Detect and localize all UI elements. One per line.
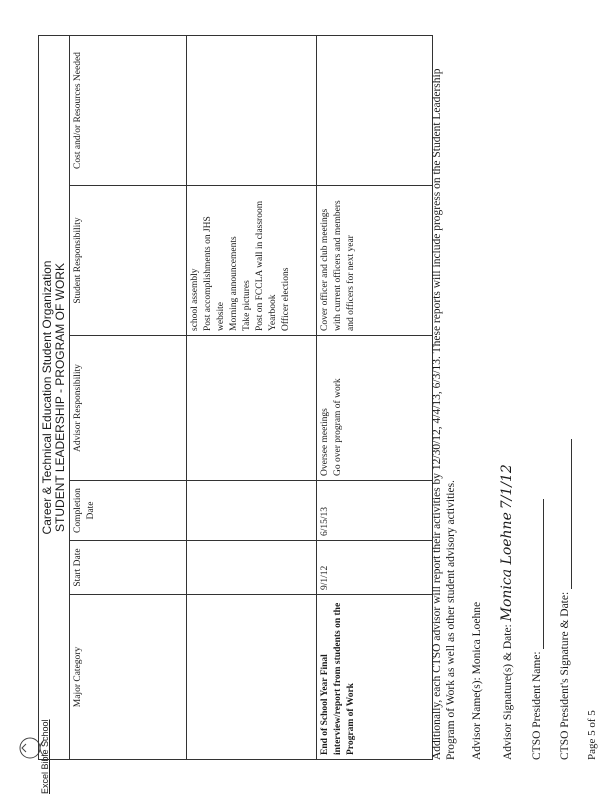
- category-cell: End of School Year Final interview/report from students on the Program of Work: [317, 595, 433, 760]
- start-date-cell: 9/1/12: [317, 541, 433, 595]
- advisor-name-label: Advisor Name(s):: [471, 677, 483, 760]
- advisor-signature-line: [500, 464, 515, 760]
- table-title: [39, 35, 70, 759]
- student-item: school assembly: [190, 268, 200, 331]
- logo-caption: Excel Bible School: [40, 719, 50, 794]
- table-header-row: [70, 35, 187, 759]
- advisor-signature-label: Advisor Signature(s) & Date:: [502, 624, 514, 760]
- advisor-name-value: Monica Loehne: [471, 601, 483, 675]
- page-number: Page 5 of 5: [586, 710, 598, 760]
- student-item: Take pictures: [242, 280, 252, 331]
- president-signature-line: [558, 439, 572, 760]
- president-name-line: [530, 499, 544, 760]
- start-date-cell: [187, 541, 317, 595]
- president-signature-blank: [559, 439, 572, 589]
- page-title: Career & Technical Education Student Organization: [40, 260, 54, 535]
- advisor-signature-date: 7/1/12: [499, 464, 515, 510]
- student-item: Yearbook: [268, 294, 278, 331]
- completion-date-cell: [187, 481, 317, 541]
- cost-cell: [187, 35, 317, 185]
- student-item: Officer elections: [281, 267, 291, 331]
- student-item: Post accomplishments on JHS website: [203, 216, 226, 331]
- table-row: [317, 35, 433, 759]
- president-name-label: CTSO President Name:: [531, 651, 543, 760]
- president-name-blank: [531, 499, 544, 649]
- advisor-cell: [187, 336, 317, 481]
- student-item: Morning announcements: [229, 236, 239, 331]
- advisor-name-line: [470, 602, 484, 760]
- column-header: Advisor Responsibility: [70, 336, 187, 481]
- advisor-cell: [317, 336, 433, 481]
- column-header: Start Date: [70, 541, 187, 595]
- column-header: Major Category: [70, 595, 187, 760]
- president-signature-label: CTSO President's Signature & Date:: [559, 591, 571, 760]
- advisor-item: Oversee meetings: [320, 408, 330, 476]
- cost-cell: [317, 35, 433, 185]
- reporting-note: Additionally, each CTSO advisor will report their activities by 12/30/12, 4/4/13, 6/3/13. These reports will include progress on the Student Leadership Program of Work as well as other student advisory activities.: [431, 68, 457, 760]
- column-header: Student Responsibility: [70, 186, 187, 336]
- program-of-work-table: [38, 35, 433, 760]
- student-cell: [187, 186, 317, 336]
- advisor-item: Go over program of work: [333, 378, 343, 476]
- student-cell: Cover officer and club meetings with current officers and members and officers for next year: [317, 186, 433, 336]
- advisor-signature: Monica Loehne: [499, 512, 515, 622]
- column-header: Completion Date: [70, 481, 187, 541]
- student-item: Post on FCCLA wall in classroom: [255, 200, 265, 331]
- completion-date-cell: 6/15/13: [317, 481, 433, 541]
- page-subtitle: STUDENT LEADERSHIP - PROGRAM OF WORK: [53, 263, 67, 532]
- table-row: [187, 35, 317, 759]
- category-cell: [187, 595, 317, 760]
- column-header: Cost and/or Resources Needed: [70, 35, 187, 185]
